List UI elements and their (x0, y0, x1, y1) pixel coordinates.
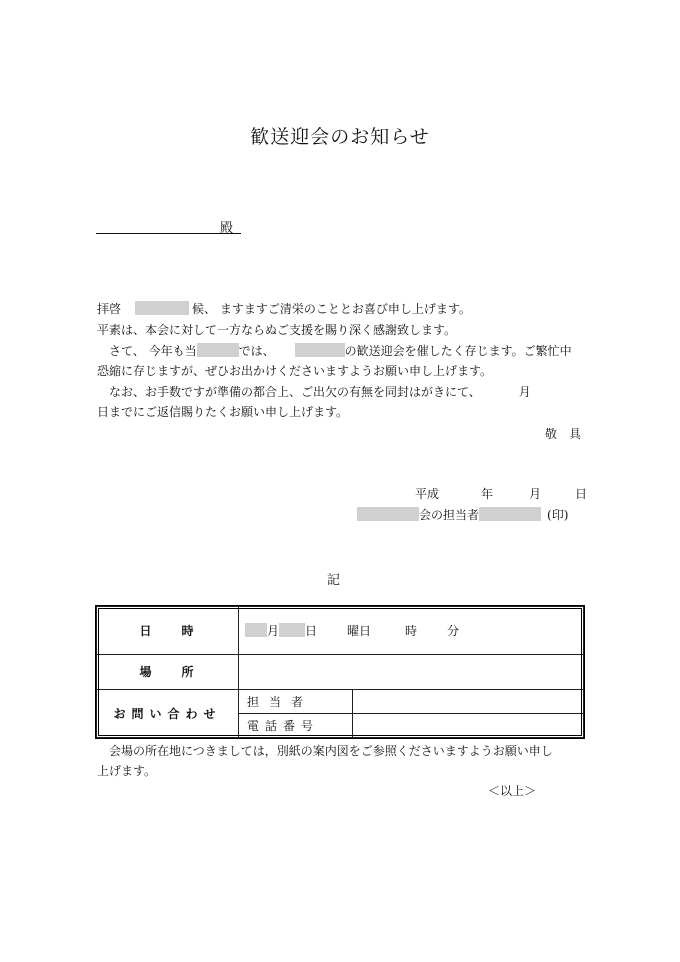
date-day: 日 (575, 487, 588, 501)
place-label: 場 所 (97, 654, 239, 689)
sender-line (357, 507, 568, 524)
blank-season (135, 301, 189, 315)
date-month: 月 (529, 487, 542, 501)
blank-person (479, 507, 541, 521)
closing-keigu: 敬 具 (545, 427, 582, 441)
ki-heading: 記 (327, 573, 341, 588)
body-line-3b: では、 (238, 344, 275, 358)
contact-label: お問い合わせ (97, 690, 239, 738)
sender-role: 会の担当者 (419, 508, 480, 522)
dt-month: 月 (267, 623, 280, 638)
phone-label: 電話番号 (239, 714, 353, 738)
body-line-6: 日までにご返信賜りたくお願い申し上げます。 (97, 405, 349, 419)
blank-day (279, 623, 305, 637)
blank-association (357, 507, 419, 521)
greeting-text: 候、 ますますご清栄のこととお喜び申し上げます。 (192, 302, 471, 316)
body-line-2: 平素は、本会に対して一方ならぬご支援を賜り深く感謝致します。 (97, 323, 457, 337)
body-line-4: 恐縮に存じますが、ぜひお出かけくださいますようお願い申し上げます。 (97, 364, 493, 378)
dt-weekday: 曜日 (347, 623, 372, 638)
dt-day: 日 (305, 623, 318, 638)
body-line-5 (109, 384, 531, 401)
place-value (239, 654, 584, 689)
blank-month (245, 623, 267, 637)
date-year: 年 (481, 487, 494, 501)
blank-event-name (295, 343, 345, 357)
dt-minute: 分 (447, 623, 460, 638)
sender-seal: (印) (547, 508, 569, 522)
reply-month: 月 (518, 385, 531, 399)
body-line-3a: さて、 今年も当 (109, 344, 197, 358)
blank-organization (197, 343, 239, 357)
addressee-underline (96, 233, 241, 234)
addressee-suffix: 殿 (220, 221, 234, 236)
person-value (353, 690, 584, 714)
person-label: 担当者 (239, 690, 353, 714)
event-info-table (96, 606, 584, 738)
footer-line-1: 会場の所在地につきましては，別紙の案内図をご参照くださいますようお願い申し (109, 744, 553, 758)
datetime-label: 日 時 (97, 607, 239, 655)
date-era: 平成 (415, 487, 440, 501)
datetime-value (239, 607, 584, 655)
dt-hour: 時 (405, 623, 418, 638)
body-line-1 (97, 301, 471, 318)
body-line-3c: の歓送迎会を催したく存じます。ご繁忙中 (344, 344, 572, 358)
date-line (415, 486, 587, 503)
phone-value (353, 714, 584, 738)
greeting-opening: 拝啓 (97, 302, 122, 316)
document-title: 歓送迎会のお知らせ (250, 126, 430, 148)
end-mark: ＜以上＞ (488, 784, 537, 798)
footer-line-2: 上げます。 (97, 764, 157, 778)
body-line-3 (109, 343, 572, 360)
body-line-5a: なお、お手数ですが準備の都合上、ご出欠の有無を同封はがきにて、 (109, 385, 481, 399)
